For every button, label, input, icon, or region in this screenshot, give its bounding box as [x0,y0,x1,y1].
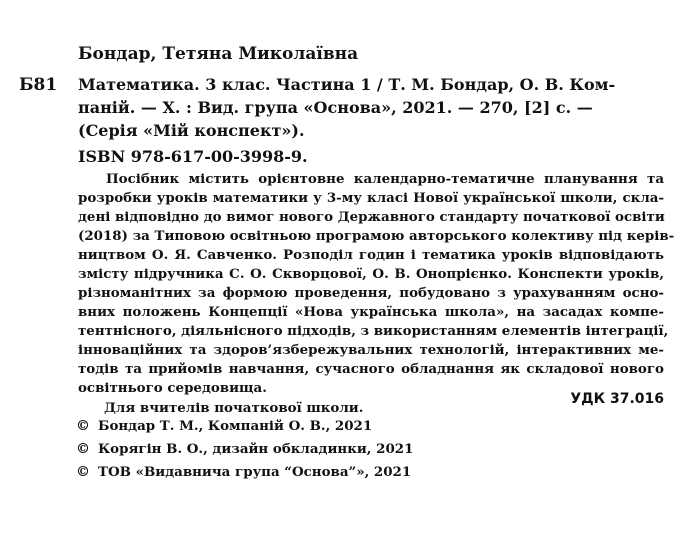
abstract-line: тодів та прийомів навчання, сучасного обладнання як складової нового [78,361,664,377]
copyright-text: Бондар Т. М., Компаній О. В., 2021 [98,418,373,434]
abstract-line: освітнього середовища. [78,380,267,396]
copyright-text: Корягін В. О., дизайн обкладинки, 2021 [98,441,414,457]
abstract-line: різноманітних за формою проведення, побудовано з урахуванням осно- [78,285,664,301]
audience-note: Для вчителів початкової школи. [104,400,364,416]
title-line: (Серія «Мій конспект»). [78,121,305,140]
abstract-line: розробки уроків математики у 3-му класі Нової української школи, скла- [78,190,664,206]
abstract-line: ництвом О. Я. Савченко. Розподіл годин і тематика уроків відповідають [78,247,664,263]
abstract-line: інноваційних та здоров’язбережувальних технологій, інтерактивних ме- [78,342,664,358]
copyright-symbol: © [76,464,90,480]
copyright-line [76,464,411,480]
abstract-line: дені відповідно до вимог нового Державного стандарту початкової освіти [78,209,665,225]
abstract-line: змісту підручника С. О. Скворцової, О. В. Онопрієнко. Конспекти уроків, [78,266,664,282]
copyright-text: ТОВ «Видавнича група “Основа”», 2021 [98,464,412,480]
abstract-line: тентнісного, діяльнісного підходів, з використанням елементів інтеграції, [78,323,669,339]
title-line: паній. — Х. : Вид. група «Основа», 2021. — 270, [2] с. — [78,98,593,117]
abstract-line: (2018) за Типовою освітньою програмою авторського колективу під керів- [78,228,675,244]
udk-code: УДК 37.016 [570,391,664,407]
copyright-symbol: © [76,441,90,457]
copyright-line [76,441,413,457]
copyright-line [76,418,372,434]
copyright-symbol: © [76,418,90,434]
author-name: Бондар, Тетяна Миколаївна [78,44,359,64]
library-code: Б81 [19,75,58,95]
title-line: Математика. 3 клас. Частина 1 / Т. М. Бондар, О. В. Ком- [78,75,616,94]
abstract-line: вних положень Концепції «Нова українська школа», на засадах компе- [78,304,664,320]
isbn: ISBN 978-617-00-3998-9. [78,147,308,166]
abstract-line: Посібник містить орієнтовне календарно-тематичне планування та [106,171,664,187]
